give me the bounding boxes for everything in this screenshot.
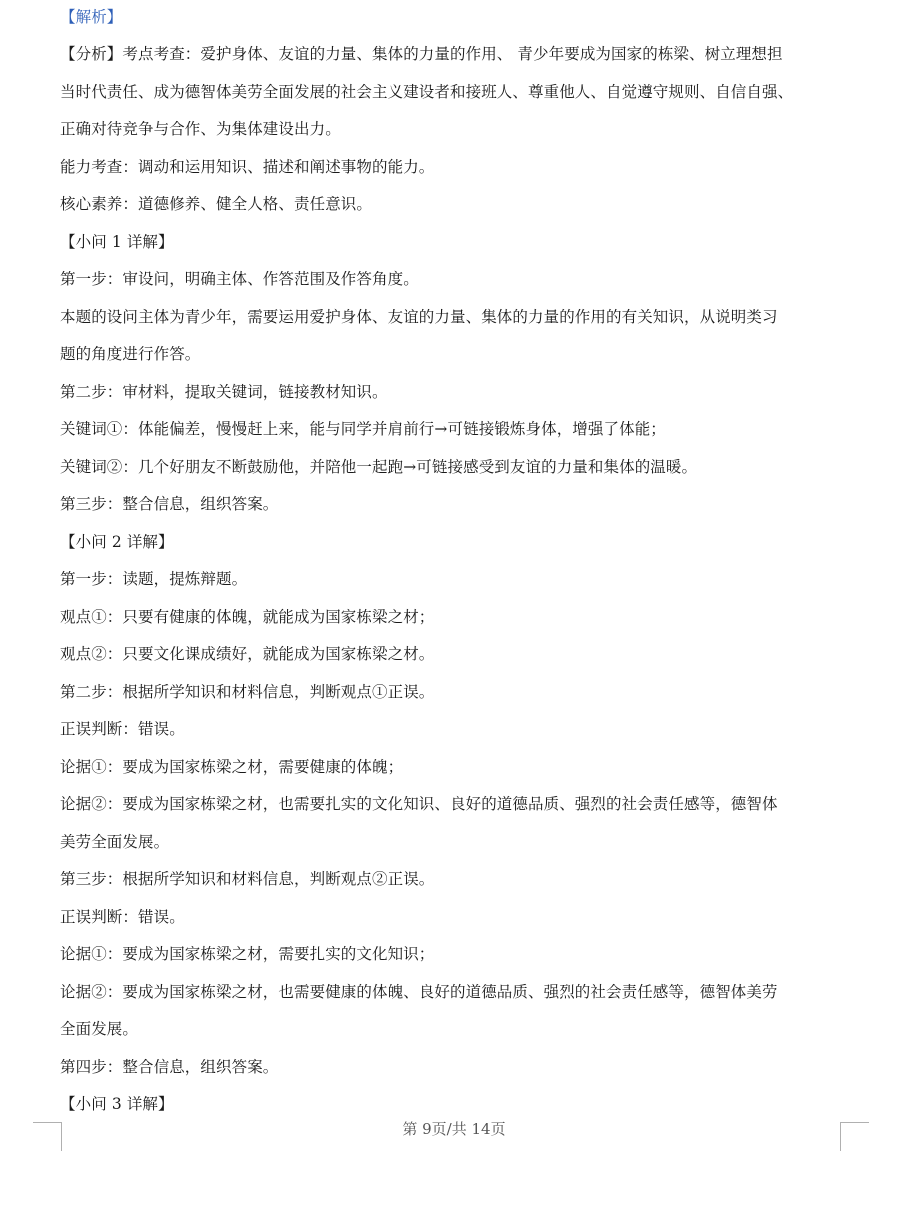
paragraph-line: 题的角度进行作答。 — [60, 345, 201, 363]
argument-line: 论据②：要成为国家栋梁之材，也需要扎实的文化知识、良好的道德品质、强烈的社会责任感等，德智体 — [60, 795, 778, 813]
step-line: 第三步：根据所学知识和材料信息，判断观点②正误。 — [60, 870, 435, 888]
question-3-heading: 【小问 3 详解】 — [60, 1095, 174, 1113]
analysis-line: 当时代责任、成为德智体美劳全面发展的社会主义建设者和接班人、尊重他人、自觉遵守规则、自信自强、 — [60, 83, 794, 101]
keyword-line: 关键词①：体能偏差，慢慢赶上来，能与同学并肩前行→可链接锻炼身体，增强了体能； — [60, 420, 666, 438]
argument-line: 论据①：要成为国家栋梁之材，需要扎实的文化知识； — [60, 945, 435, 963]
step-line: 第三步：整合信息，组织答案。 — [60, 495, 279, 513]
keyword-line: 关键词②：几个好朋友不断鼓励他，并陪他一起跑→可链接感受到友谊的力量和集体的温暖。 — [60, 458, 698, 476]
analysis-line: 【分析】考点考查：爱护身体、友谊的力量、集体的力量的作用、 青少年要成为国家的栋梁、树立理想担 — [60, 45, 783, 63]
viewpoint-line: 观点①：只要有健康的体魄，就能成为国家栋梁之材； — [60, 608, 435, 626]
argument-line: 全面发展。 — [60, 1020, 139, 1038]
step-line: 第二步：审材料，提取关键词，链接教材知识。 — [60, 383, 388, 401]
paragraph-line: 本题的设问主体为青少年，需要运用爱护身体、友谊的力量、集体的力量的作用的有关知识，从说明类习 — [60, 308, 778, 326]
literacy-line: 核心素养：道德修养、健全人格、责任意识。 — [60, 195, 373, 213]
step-line: 第一步：审设问，明确主体、作答范围及作答角度。 — [60, 270, 419, 288]
analysis-line: 正确对待竞争与合作、为集体建设出力。 — [60, 120, 341, 138]
step-line: 第二步：根据所学知识和材料信息，判断观点①正误。 — [60, 683, 435, 701]
analysis-heading: 【解析】 — [60, 8, 123, 26]
argument-line: 论据①：要成为国家栋梁之材，需要健康的体魄； — [60, 758, 404, 776]
step-line: 第一步：读题，提炼辩题。 — [60, 570, 248, 588]
question-2-heading: 【小问 2 详解】 — [60, 533, 174, 551]
page-number-footer: 第 9页/共 14页 — [402, 1120, 506, 1138]
argument-line: 美劳全面发展。 — [60, 833, 170, 851]
argument-line: 论据②：要成为国家栋梁之材，也需要健康的体魄、良好的道德品质、强烈的社会责任感等，德智体美劳 — [60, 983, 778, 1001]
viewpoint-line: 观点②：只要文化课成绩好，就能成为国家栋梁之材。 — [60, 645, 435, 663]
step-line: 第四步：整合信息，组织答案。 — [60, 1058, 279, 1076]
judgement-line: 正误判断：错误。 — [60, 908, 185, 926]
ability-line: 能力考查：调动和运用知识、描述和阐述事物的能力。 — [60, 158, 435, 176]
judgement-line: 正误判断：错误。 — [60, 720, 185, 738]
question-1-heading: 【小问 1 详解】 — [60, 233, 174, 251]
